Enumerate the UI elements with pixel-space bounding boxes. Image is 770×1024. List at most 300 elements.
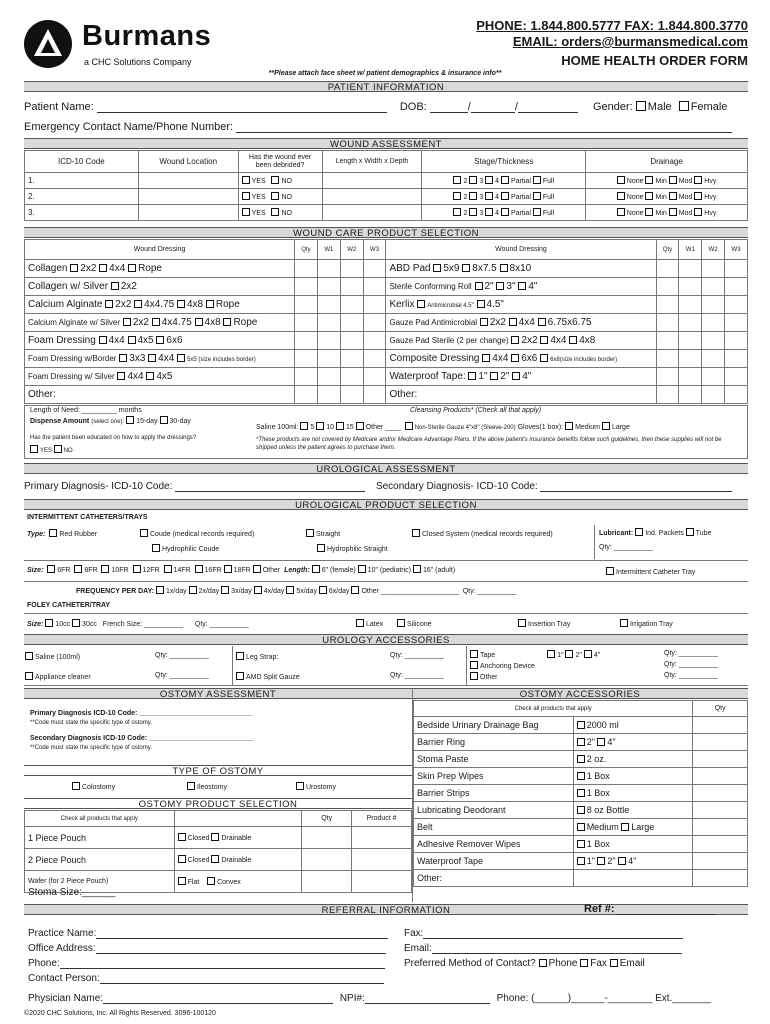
dressing-option-checkbox[interactable] <box>206 300 214 308</box>
wound-location-cell[interactable] <box>138 205 238 221</box>
dressing-entry-cell[interactable] <box>656 386 679 404</box>
dressing-entry-cell[interactable] <box>295 296 318 314</box>
urostomy-option <box>296 782 336 791</box>
stage-4-checkbox[interactable] <box>485 192 493 200</box>
dressing-entry-cell[interactable] <box>725 296 748 314</box>
stage-3-checkbox[interactable] <box>469 208 477 216</box>
ostomy-qty-cell[interactable] <box>302 871 352 893</box>
dressing-option-checkbox[interactable] <box>146 372 154 380</box>
accessory-option-checkbox[interactable] <box>577 806 585 814</box>
dressing-option-checkbox[interactable] <box>99 264 107 272</box>
size-16fr-checkbox[interactable] <box>195 565 203 573</box>
ostomy-accessory-row <box>414 870 748 887</box>
hydro-straight-checkbox[interactable] <box>317 544 325 552</box>
dressing-entry-cell[interactable] <box>656 350 679 368</box>
appliance-cleaner-checkbox[interactable] <box>25 672 33 680</box>
accessory-option-checkbox[interactable] <box>577 840 585 848</box>
size-other-checkbox[interactable] <box>253 565 261 573</box>
two-piece-drainable-checkbox[interactable] <box>211 855 219 863</box>
dispense-30-checkbox[interactable] <box>160 416 168 424</box>
dressing-option-checkbox[interactable] <box>540 336 548 344</box>
dressing-entry-cell[interactable] <box>656 332 679 350</box>
leg-strap-checkbox[interactable] <box>236 652 244 660</box>
dressing-entry-cell[interactable] <box>340 332 363 350</box>
pref-phone-label: Phone <box>548 958 578 969</box>
dressing-option-checkbox[interactable] <box>511 354 519 362</box>
dressing-option-checkbox[interactable] <box>117 372 125 380</box>
latex-checkbox[interactable] <box>356 619 364 627</box>
uro-secondary-field[interactable] <box>540 481 732 492</box>
french-size[interactable]: French Size: __________ <box>102 621 183 628</box>
ostomy-product-table <box>24 810 412 893</box>
accessory-qty-cell[interactable] <box>693 717 748 734</box>
educated-no-checkbox[interactable] <box>54 445 62 453</box>
col-wound-dressing-right: Wound Dressing <box>386 240 656 260</box>
npi-field[interactable] <box>365 993 490 1004</box>
tape-qty[interactable]: Qty: __________ <box>664 650 718 657</box>
insertion-tray-checkbox[interactable] <box>518 619 526 627</box>
wound-row <box>25 205 748 221</box>
dressing-option-checkbox[interactable] <box>70 264 78 272</box>
dressing-entry-cell[interactable] <box>679 386 702 404</box>
anchoring-qty[interactable]: Qty: __________ <box>664 661 718 668</box>
accessory-qty-cell[interactable] <box>693 836 748 853</box>
accessory-other-checkbox[interactable] <box>470 672 478 680</box>
dressing-entry-cell[interactable] <box>725 350 748 368</box>
dressing-option-checkbox[interactable] <box>509 318 517 326</box>
accessory-qty-cell[interactable] <box>693 802 748 819</box>
col-drainage: Drainage <box>586 151 748 173</box>
dressing-entry-cell[interactable] <box>702 296 725 314</box>
urostomy-checkbox[interactable] <box>296 782 304 790</box>
dressing-entry-cell[interactable] <box>656 260 679 278</box>
freq-4x-checkbox[interactable] <box>254 586 262 594</box>
size-8fr-checkbox[interactable] <box>74 565 82 573</box>
drainage-hvy-checkbox[interactable] <box>694 192 702 200</box>
practice-field[interactable] <box>96 928 388 939</box>
accessory-option-checkbox[interactable] <box>577 789 585 797</box>
amd-gauze-label: AMD Split Gauze <box>246 674 300 681</box>
saline-other-checkbox[interactable] <box>356 422 364 430</box>
freq-qty[interactable]: Qty: __________ <box>462 588 517 595</box>
dressing-option-checkbox[interactable] <box>468 372 476 380</box>
drainage-mod-checkbox[interactable] <box>669 192 677 200</box>
dressing-entry-cell[interactable] <box>702 368 725 386</box>
partial-checkbox[interactable] <box>501 208 509 216</box>
dressing-option-checkbox[interactable] <box>177 300 185 308</box>
dressing-option-checkbox[interactable] <box>475 282 483 290</box>
dressing-entry-cell[interactable] <box>363 278 386 296</box>
debrided-yes-checkbox[interactable] <box>242 176 250 184</box>
saline-10-checkbox[interactable] <box>316 422 324 430</box>
ostomy-product-cell[interactable] <box>352 827 412 849</box>
col-w1-right: W1 <box>679 240 702 260</box>
dressing-entry-cell[interactable] <box>656 296 679 314</box>
dressing-entry-cell[interactable] <box>725 314 748 332</box>
hydro-coude-checkbox[interactable] <box>152 544 160 552</box>
accessory-option-checkbox[interactable] <box>577 857 585 865</box>
dressing-entry-cell[interactable] <box>725 386 748 404</box>
dressing-option-checkbox[interactable] <box>111 282 119 290</box>
dressing-entry-cell[interactable] <box>679 332 702 350</box>
debrided-no-checkbox[interactable] <box>271 208 279 216</box>
wound-row-number[interactable]: 2. <box>25 189 139 205</box>
dressing-option-checkbox[interactable] <box>433 264 441 272</box>
wafer-flat-checkbox[interactable] <box>178 877 186 885</box>
phone-row <box>28 958 385 969</box>
wound-care-table <box>24 239 748 404</box>
irrigation-tray-checkbox[interactable] <box>620 619 628 627</box>
dressing-entry-cell[interactable] <box>340 350 363 368</box>
accessory-option-checkbox[interactable] <box>597 738 605 746</box>
freq-4x-label: 4x/day <box>263 588 285 595</box>
dressing-option-checkbox[interactable] <box>417 300 425 308</box>
accessory-option-checkbox[interactable] <box>577 823 585 831</box>
dressing-option-label: 4" <box>528 281 538 292</box>
dressing-option-checkbox[interactable] <box>99 336 107 344</box>
physician-field[interactable] <box>103 993 333 1004</box>
dressing-entry-cell[interactable] <box>656 368 679 386</box>
wound-row-number[interactable]: 3. <box>25 205 139 221</box>
drainage-hvy-checkbox[interactable] <box>694 176 702 184</box>
debrided-no-checkbox[interactable] <box>271 176 279 184</box>
length-of-need[interactable]: Length of Need: _________ months <box>30 407 142 414</box>
drainage-none-checkbox[interactable] <box>617 208 625 216</box>
accessory-qty-cell[interactable] <box>693 734 748 751</box>
dressing-option-checkbox[interactable] <box>538 318 546 326</box>
dressing-entry-cell[interactable] <box>295 386 318 404</box>
size-12fr-checkbox[interactable] <box>133 565 141 573</box>
saline-qty[interactable]: Qty: __________ <box>155 652 209 659</box>
straight-checkbox[interactable] <box>306 529 314 537</box>
dob-month-field[interactable] <box>430 102 468 113</box>
accessory-option-checkbox[interactable] <box>577 738 585 746</box>
dressing-entry-cell[interactable] <box>725 278 748 296</box>
dressing-entry-cell[interactable] <box>340 260 363 278</box>
drainage-min-checkbox[interactable] <box>645 176 653 184</box>
one-piece-drainable-checkbox[interactable] <box>211 833 219 841</box>
dressing-entry-cell[interactable] <box>702 278 725 296</box>
debrided-no-label: NO <box>281 178 292 185</box>
emergency-contact-field[interactable] <box>236 122 732 133</box>
dressing-option-checkbox[interactable] <box>123 318 131 326</box>
accessory-option-checkbox[interactable] <box>621 823 629 831</box>
accessory-qty-cell[interactable] <box>693 853 748 870</box>
dressing-option-checkbox[interactable] <box>511 336 519 344</box>
size-14fr-checkbox[interactable] <box>164 565 172 573</box>
dressing-entry-cell[interactable] <box>317 260 340 278</box>
dressing-entry-cell[interactable] <box>295 314 318 332</box>
dressing-option-checkbox[interactable] <box>477 300 485 308</box>
dressing-entry-cell[interactable] <box>656 278 679 296</box>
ostomy-qty-cell[interactable] <box>302 827 352 849</box>
wound-lwd-cell[interactable] <box>322 205 422 221</box>
dressing-entry-cell[interactable] <box>295 350 318 368</box>
accessory-option-checkbox[interactable] <box>577 755 585 763</box>
educated-yes-checkbox[interactable] <box>30 445 38 453</box>
dressing-option-checkbox[interactable] <box>156 336 164 344</box>
dressing-option-checkbox[interactable] <box>177 354 185 362</box>
fax-field[interactable] <box>423 928 683 939</box>
pref-phone-checkbox[interactable] <box>539 959 547 967</box>
stage-3-checkbox[interactable] <box>469 192 477 200</box>
uro-primary-field[interactable] <box>175 481 365 492</box>
dressing-entry-cell[interactable] <box>656 314 679 332</box>
stage-2-checkbox[interactable] <box>453 176 461 184</box>
dressing-entry-cell[interactable] <box>317 332 340 350</box>
dressing-entry-cell[interactable] <box>702 350 725 368</box>
dressing-entry-cell[interactable] <box>679 368 702 386</box>
dressing-entry-cell[interactable] <box>340 314 363 332</box>
freq-6x-checkbox[interactable] <box>319 586 327 594</box>
accessory-qty-cell[interactable] <box>693 819 748 836</box>
dressing-entry-cell[interactable] <box>725 260 748 278</box>
stage-3-checkbox[interactable] <box>469 176 477 184</box>
dispense-15-checkbox[interactable] <box>126 416 134 424</box>
dressing-entry-cell[interactable] <box>363 314 386 332</box>
size-18fr-checkbox[interactable] <box>224 565 232 573</box>
frequency-label: FREQUENCY PER DAY: <box>76 588 155 595</box>
gender-male-checkbox[interactable] <box>636 101 646 111</box>
amd-gauze-checkbox[interactable] <box>236 672 244 680</box>
drainage-none-checkbox[interactable] <box>617 176 625 184</box>
wound-lwd-cell[interactable] <box>322 189 422 205</box>
dressing-option-checkbox[interactable] <box>482 354 490 362</box>
dressing-option-checkbox[interactable] <box>569 336 577 344</box>
saline-5-checkbox[interactable] <box>300 422 308 430</box>
dressing-option-checkbox[interactable] <box>128 336 136 344</box>
dressing-entry-cell[interactable] <box>295 332 318 350</box>
size-10fr-checkbox[interactable] <box>101 565 109 573</box>
dressing-option-checkbox[interactable] <box>462 264 470 272</box>
nonsterile-gauze-checkbox[interactable] <box>405 422 413 430</box>
dressing-option-checkbox[interactable] <box>195 318 203 326</box>
freq-other-checkbox[interactable] <box>351 586 359 594</box>
accessory-qty-cell[interactable] <box>693 751 748 768</box>
anchoring-checkbox[interactable] <box>470 661 478 669</box>
dressing-entry-cell[interactable] <box>340 386 363 404</box>
full-checkbox[interactable] <box>533 208 541 216</box>
saline-100-checkbox[interactable] <box>25 652 33 660</box>
dressing-entry-cell[interactable] <box>363 350 386 368</box>
wound-row-number[interactable]: 1. <box>25 173 139 189</box>
one-piece-closed-checkbox[interactable] <box>178 833 186 841</box>
accessory-option-checkbox[interactable] <box>577 721 585 729</box>
debrided-yes-checkbox[interactable] <box>242 208 250 216</box>
dressing-entry-cell[interactable] <box>317 314 340 332</box>
dressing-entry-cell[interactable] <box>725 332 748 350</box>
dressing-entry-cell[interactable] <box>340 278 363 296</box>
dressing-entry-cell[interactable] <box>317 368 340 386</box>
tape-4-checkbox[interactable] <box>584 650 592 658</box>
drainage-min-checkbox[interactable] <box>645 192 653 200</box>
closed-system-checkbox[interactable] <box>412 529 420 537</box>
accessory-qty-cell[interactable] <box>693 870 748 887</box>
foley-30cc-checkbox[interactable] <box>72 619 80 627</box>
wound-row <box>25 189 748 205</box>
stoma-size[interactable]: Stoma Size:______ <box>28 887 116 898</box>
dressing-entry-cell[interactable] <box>363 296 386 314</box>
dressing-entry-cell[interactable] <box>295 260 318 278</box>
drainage-mod-checkbox[interactable] <box>669 208 677 216</box>
partial-checkbox[interactable] <box>501 176 509 184</box>
length-10-checkbox[interactable] <box>358 565 366 573</box>
dressing-option-checkbox[interactable] <box>152 318 160 326</box>
dressing-entry-cell[interactable] <box>317 350 340 368</box>
wound-location-cell[interactable] <box>138 173 238 189</box>
length-16-label: 16" (adult) <box>422 567 456 574</box>
foley-10cc-checkbox[interactable] <box>45 619 53 627</box>
red-rubber-checkbox[interactable] <box>49 529 57 537</box>
debrided-no-checkbox[interactable] <box>271 192 279 200</box>
dressing-entry-cell[interactable] <box>679 350 702 368</box>
ostomy-secondary-note: **Code must state the specific type of ostomy. <box>30 745 152 751</box>
freq-2x-checkbox[interactable] <box>189 586 197 594</box>
dressing-entry-cell[interactable] <box>702 260 725 278</box>
catheter-tray-checkbox[interactable] <box>606 567 614 575</box>
dressing-entry-cell[interactable] <box>679 278 702 296</box>
full-checkbox[interactable] <box>533 192 541 200</box>
stage-4-checkbox[interactable] <box>485 208 493 216</box>
dressing-entry-cell[interactable] <box>340 368 363 386</box>
dressing-option-checkbox[interactable] <box>518 282 526 290</box>
silicone-checkbox[interactable] <box>397 619 405 627</box>
dressing-option-checkbox[interactable] <box>496 282 504 290</box>
wound-location-cell[interactable] <box>138 189 238 205</box>
dressing-entry-cell[interactable] <box>725 368 748 386</box>
office-field[interactable] <box>96 943 386 954</box>
tape-checkbox[interactable] <box>470 650 478 658</box>
dressing-option-checkbox[interactable] <box>540 354 548 362</box>
pref-email-checkbox[interactable] <box>610 959 618 967</box>
dressing-entry-cell[interactable] <box>679 260 702 278</box>
tape-2-checkbox[interactable] <box>565 650 573 658</box>
dressing-entry-cell[interactable] <box>340 296 363 314</box>
dressing-entry-cell[interactable] <box>295 368 318 386</box>
ref-field[interactable] <box>615 904 715 915</box>
dressing-option-checkbox[interactable] <box>134 300 142 308</box>
dressing-option-checkbox[interactable] <box>119 354 127 362</box>
ind-packets-checkbox[interactable] <box>635 528 643 536</box>
saline-15-checkbox[interactable] <box>336 422 344 430</box>
dressing-option-checkbox[interactable] <box>105 300 113 308</box>
contact-field[interactable] <box>100 973 384 984</box>
phone-field[interactable] <box>60 958 385 969</box>
debrided-yes-checkbox[interactable] <box>242 192 250 200</box>
dressing-entry-cell[interactable] <box>679 314 702 332</box>
tape-1-checkbox[interactable] <box>547 650 555 658</box>
ostomy-secondary[interactable]: Secondary Diagnosis ICD-10 Code: ___________________________ <box>30 735 255 742</box>
ostomy-product-cell[interactable] <box>352 871 412 893</box>
dressing-entry-cell[interactable] <box>317 278 340 296</box>
wound-lwd-cell[interactable] <box>322 173 422 189</box>
dressing-entry-cell[interactable] <box>702 314 725 332</box>
dressing-entry-cell[interactable] <box>363 260 386 278</box>
silicone-option <box>397 619 432 628</box>
dressing-entry-cell[interactable] <box>702 386 725 404</box>
accessory-option-checkbox[interactable] <box>597 857 605 865</box>
accessory-qty-cell[interactable] <box>693 768 748 785</box>
pref-fax-checkbox[interactable] <box>580 959 588 967</box>
dressing-entry-cell[interactable] <box>295 278 318 296</box>
ostomy-qty-cell[interactable] <box>302 849 352 871</box>
drainage-hvy-checkbox[interactable] <box>694 208 702 216</box>
gender-female-checkbox[interactable] <box>679 101 689 111</box>
dressing-entry-cell[interactable] <box>702 332 725 350</box>
patient-name-field[interactable] <box>97 102 387 113</box>
accessory-option-checkbox[interactable] <box>577 772 585 780</box>
dressing-option-checkbox[interactable] <box>128 264 136 272</box>
foley-qty[interactable]: Qty: __________ <box>194 621 249 628</box>
other-qty[interactable]: Qty: __________ <box>664 672 718 679</box>
freq-6x-label: 6x/day <box>328 588 350 595</box>
dressing-option-checkbox[interactable] <box>148 354 156 362</box>
size-6fr-checkbox[interactable] <box>47 565 55 573</box>
accessory-option-checkbox[interactable] <box>618 857 626 865</box>
stage-2-checkbox[interactable] <box>453 192 461 200</box>
dressing-entry-cell[interactable] <box>363 332 386 350</box>
ileostomy-checkbox[interactable] <box>187 782 195 790</box>
coude-checkbox[interactable] <box>140 529 148 537</box>
full-checkbox[interactable] <box>533 176 541 184</box>
physician-phone[interactable]: Phone: (______)______-________ Ext._______ <box>496 993 712 1004</box>
stage-2-checkbox[interactable] <box>453 208 461 216</box>
lubricant-qty[interactable]: Qty: __________ <box>599 544 653 551</box>
gloves-large-checkbox[interactable] <box>602 422 610 430</box>
dob-day-field[interactable] <box>471 102 515 113</box>
dressing-option-checkbox[interactable] <box>480 318 488 326</box>
drainage-none-label: None <box>626 194 644 201</box>
drainage-min-checkbox[interactable] <box>645 208 653 216</box>
length-6-checkbox[interactable] <box>312 565 320 573</box>
dressing-option-checkbox[interactable] <box>223 318 231 326</box>
wound-assessment-table <box>24 150 748 221</box>
gloves-medium-checkbox[interactable] <box>565 422 573 430</box>
email-field[interactable] <box>432 943 682 954</box>
dob-year-field[interactable] <box>518 102 578 113</box>
amd-qty[interactable]: Qty: __________ <box>390 672 444 679</box>
freq-5x-checkbox[interactable] <box>286 586 294 594</box>
accessory-qty-cell[interactable] <box>693 785 748 802</box>
leg-strap-qty[interactable]: Qty: __________ <box>390 652 444 659</box>
dressing-entry-cell[interactable] <box>363 386 386 404</box>
partial-checkbox[interactable] <box>501 192 509 200</box>
drainage-mod-checkbox[interactable] <box>669 176 677 184</box>
wafer-convex-checkbox[interactable] <box>207 877 215 885</box>
dressing-option-checkbox[interactable] <box>500 264 508 272</box>
ostomy-product-cell[interactable] <box>352 849 412 871</box>
colostomy-checkbox[interactable] <box>72 782 80 790</box>
stage-4-checkbox[interactable] <box>485 176 493 184</box>
ostomy-primary[interactable]: Primary Diagnosis ICD-10 Code: _____________________________ <box>30 710 253 717</box>
dressing-entry-cell[interactable] <box>363 368 386 386</box>
dressing-entry-cell[interactable] <box>679 296 702 314</box>
hydro-coude-label: Hydrophilic Coude <box>162 546 220 553</box>
coude-label: Coude (medical records required) <box>150 531 255 538</box>
dressing-option-checkbox[interactable] <box>512 372 520 380</box>
tube-checkbox[interactable] <box>686 528 694 536</box>
freq-1x-checkbox[interactable] <box>156 586 164 594</box>
dressing-option-checkbox[interactable] <box>490 372 498 380</box>
dressing-entry-cell[interactable] <box>317 386 340 404</box>
length-16-checkbox[interactable] <box>413 565 421 573</box>
dressing-entry-cell[interactable] <box>317 296 340 314</box>
intermittent-catheters-heading: INTERMITTENT CATHETERS/TRAYS <box>27 514 148 521</box>
drainage-none-checkbox[interactable] <box>617 192 625 200</box>
two-piece-closed-checkbox[interactable] <box>178 855 186 863</box>
appliance-qty[interactable]: Qty: __________ <box>155 672 209 679</box>
freq-3x-checkbox[interactable] <box>221 586 229 594</box>
